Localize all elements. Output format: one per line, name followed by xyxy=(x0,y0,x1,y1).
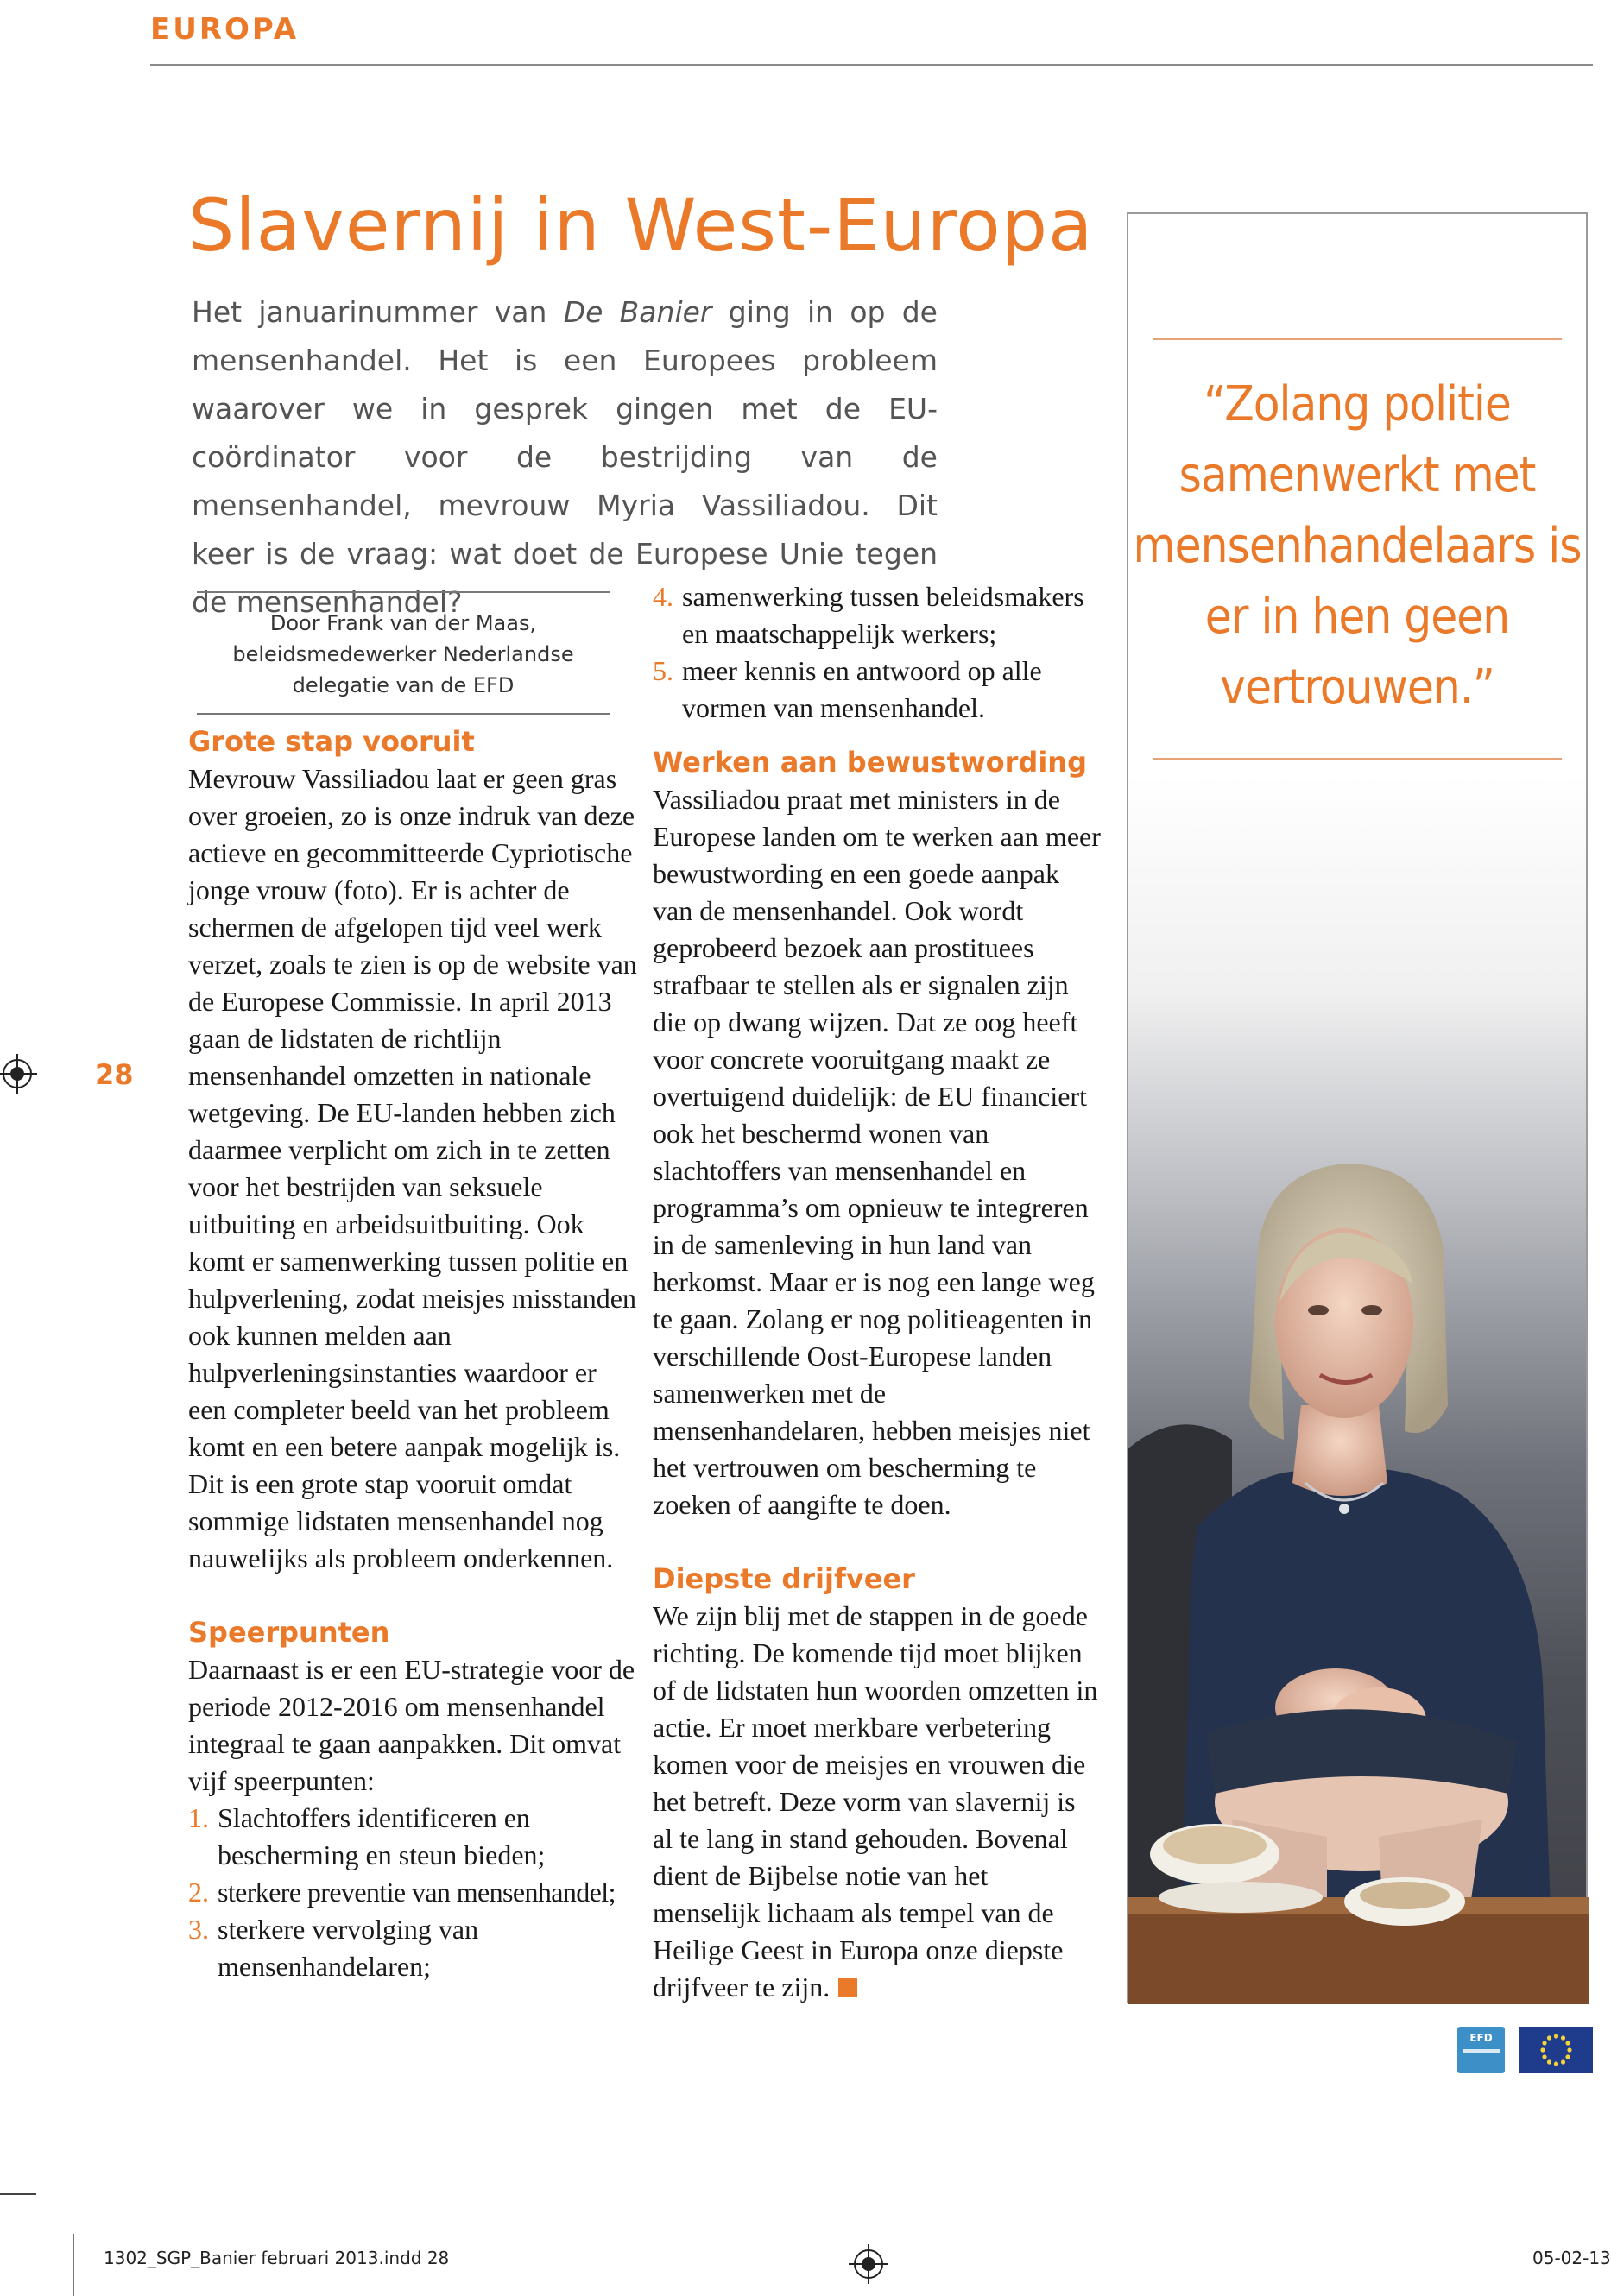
header-rule xyxy=(150,64,1593,66)
efd-logo-label: EFD xyxy=(1469,2032,1493,2044)
logos xyxy=(1457,2027,1593,2078)
section-label: EUROPA xyxy=(150,12,300,47)
paragraph-speerpunten: Daarnaast is er een EU-strategie voor de periode 2012-2016 om mensenhandel integraal te gaan aanpakken. Dit omvat vijf speerpunten: xyxy=(188,1654,635,1796)
list-item xyxy=(188,1800,637,1874)
subhead-grote-stap: Grote stap vooruit xyxy=(188,725,475,758)
lead-rest: ging in op de mensenhandel. Het is een Europees probleem waarover we in gesprek gingen met de EU-coördinator voor de bestrijding van de mensenhandel, mevrouw Myria Vassiliadou. Dit keer is de vraag: wat doet de Europese Unie tegen de mensenhandel? xyxy=(192,295,938,619)
paragraph-bewustwording: Vassiliadou praat met ministers in de Europese landen om te werken aan meer bewustwording en een goede aanpak van de mensenhandel. Ook wordt geprobeerd bezoek aan prostituees strafbaar te stellen als er signalen zijn die op dwang wijzen. Dat ze oog heeft voor concrete vooruitgang maakt ze overtuigend duidelijk: de EU financiert ook het beschermd wonen van slachtoffers van mensenhandel en programma’s om opnieuw te integreren in de samenleving in hun land van herkomst. Maar er is nog een lange weg te gaan. Zolang er nog politieagenten in verschillende Oost-Europese landen samenwerken met de mensenhandelaren, hebben meisjes niet het vertrouwen om bescherming te zoeken of aangifte te doen. xyxy=(653,784,1101,1520)
end-mark-icon xyxy=(838,1978,857,1997)
photo-panel xyxy=(1127,212,1588,2003)
column-left xyxy=(188,723,637,1985)
slug-divider xyxy=(73,2234,74,2296)
lead-publication-name: De Banier xyxy=(563,295,712,329)
portrait-photo xyxy=(1128,1077,1589,2004)
paragraph-grote-stap: Mevrouw Vassiliadou laat er geen gras over groeien, zo is onze indruk van deze actieve en gecommitteerde Cypriotische jonge vrouw (foto). Er is achter de schermen de afgelopen tijd veel werk verzet, zoals te zien is op de website van de Europese Commissie. In april 2013 gaan de lidstaten de richtlijn mensenhandel omzetten in nationale wetgeving. De EU-landen hebben zich daarmee verplicht om zich in te zetten voor het bestrijden van seksuele uitbuiting en arbeidsuitbuiting. Ook komt er samenwerking tussen politie en hulpverlening, zodat meisjes misstanden ook kunnen melden aan hulpverleningsinstanties waardoor er een completer beeld van het probleem komt en een betere aanpak mogelijk is. Dit is een grote stap vooruit omdat sommige lidstaten mensenhandel nog nauwelijks als probleem onderkennen. xyxy=(188,763,637,1574)
list-item xyxy=(188,1911,637,1985)
lead-prefix: Het januarinummer van xyxy=(192,295,564,329)
list-item-text: sterkere vervolging van mensenhandelaren; xyxy=(218,1914,479,1982)
paragraph-drijfveer xyxy=(653,1598,1102,2006)
subhead-speerpunten: Speerpunten xyxy=(188,1616,390,1649)
slug-filename: 1302_SGP_Banier februari 2013.indd 28 xyxy=(104,2248,450,2268)
speerpunten-list-part2 xyxy=(653,578,1102,727)
article-lead xyxy=(192,288,938,627)
slug-date: 05-02-13 xyxy=(1532,2248,1611,2268)
column-middle xyxy=(653,578,1102,2006)
list-item-number: 4. xyxy=(653,581,673,612)
list-item xyxy=(188,1874,637,1911)
list-item xyxy=(653,578,1102,653)
list-item-number: 3. xyxy=(188,1914,209,1945)
list-item-text: sterkere preventie van mensenhandel; xyxy=(218,1877,616,1908)
list-item-text: meer kennis en antwoord op alle vormen van mensenhandel. xyxy=(682,655,1042,723)
efd-logo xyxy=(1457,2027,1505,2073)
registration-mark-icon xyxy=(854,2249,883,2279)
subhead-bewustwording: Werken aan bewustwording xyxy=(653,746,1087,779)
list-item-number: 2. xyxy=(188,1877,209,1908)
speerpunten-list-part1 xyxy=(188,1800,637,1985)
list-item-text: Slachtoffers identificeren en bescherming en steun bieden; xyxy=(218,1802,546,1870)
eu-flag-icon xyxy=(1519,2027,1593,2073)
quote-rule-bottom xyxy=(1153,758,1562,760)
bottom-rule xyxy=(0,2193,36,2195)
subhead-drijfveer: Diepste drijfveer xyxy=(653,1562,915,1595)
paragraph-drijfveer-text: We zijn blij met de stappen in de goede richting. De komende tijd moet blijken of de lidstaten hun woorden omzetten in actie. Er moet merkbare verbetering komen voor de meisjes en vrouwen die het betreft. Deze vorm van slavernij is al te lang in stand gehouden. Bovenal dient de Bijbelse notie van het menselijk lichaam als tempel van de Heilige Geest in Europa onze diepste drijfveer te zijn. xyxy=(653,1600,1098,2003)
list-item-number: 5. xyxy=(653,655,673,686)
list-item xyxy=(653,653,1102,727)
registration-mark-icon xyxy=(3,1059,32,1088)
quote-rule-top xyxy=(1153,338,1562,340)
pull-quote: “Zolang politie samenwerkt met mensenhandelaars is er in hen geen vertrouwen.” xyxy=(1133,376,1582,716)
list-item-text: samenwerking tussen beleidsmakers en maatschappelijk werkers; xyxy=(682,581,1084,649)
byline: Door Frank van der Maas, beleidsmedewerker Nederlandse delegatie van de EFD xyxy=(197,591,610,715)
page-number: 28 xyxy=(95,1058,134,1091)
article-title: Slavernij in West-Europa xyxy=(188,183,1094,268)
list-item-number: 1. xyxy=(188,1802,209,1833)
